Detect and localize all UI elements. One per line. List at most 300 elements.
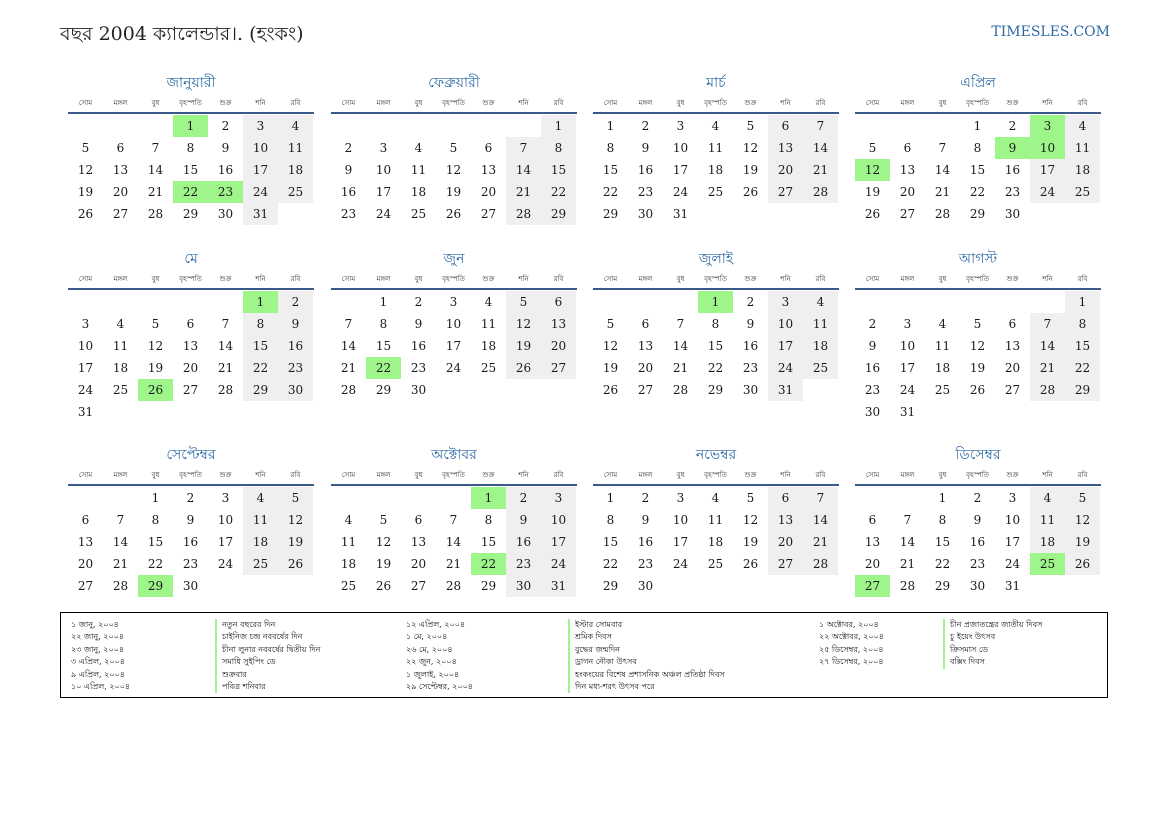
day-cell: 20	[541, 335, 576, 357]
day-cell: 15	[182, 163, 199, 177]
weekday-label: শনি	[518, 471, 529, 479]
weekday-label: বৃহস্পতি	[966, 471, 989, 479]
day-cell: 6	[414, 513, 423, 527]
day-cell: 11	[112, 339, 129, 353]
day-cell: 12	[375, 535, 392, 549]
day-cell: 11	[707, 141, 724, 155]
holiday-date: ১২ এপ্রিল, ২০০৪	[406, 620, 466, 629]
day-cell: 3	[676, 491, 685, 505]
weekday-label: শুক্র	[219, 275, 232, 283]
holiday-name: শুক্রবার	[215, 669, 320, 681]
day-cell: 15	[602, 163, 619, 177]
day-cell: 7	[903, 513, 912, 527]
holiday-date: ১ মে, ২০০৪	[406, 632, 448, 642]
weekday-label: শনি	[255, 99, 266, 107]
day-cell: 13	[768, 137, 803, 159]
day-cell: 24	[77, 383, 94, 397]
holiday-day-cell: 12	[855, 159, 890, 181]
day-cell: 24	[1004, 557, 1021, 571]
day-cell: 14	[672, 339, 689, 353]
day-cell: 20	[410, 557, 427, 571]
day-cell: 8	[186, 141, 195, 155]
day-cell: 29	[182, 207, 199, 221]
day-cell: 30	[410, 383, 427, 397]
day-cell: 2	[641, 491, 650, 505]
weekday-header	[593, 96, 839, 114]
day-cell: 10	[672, 141, 689, 155]
weekday-label: বুধ	[676, 99, 685, 107]
weekday-header	[68, 96, 314, 114]
day-cell: 27	[768, 181, 803, 203]
holiday-name: শ্রমিক দিবস	[568, 631, 725, 643]
month-name: জানুয়ারী	[166, 75, 216, 91]
legend-names-1	[215, 619, 320, 693]
day-cell: 17	[77, 361, 94, 375]
day-cell: 14	[340, 339, 357, 353]
holiday-name: সমাধি সুইপিং ডে	[215, 656, 320, 668]
empty-cell	[471, 115, 506, 137]
day-cell: 20	[637, 361, 654, 375]
weekday-label: মঙ্গল	[900, 99, 915, 107]
weekday-label: সোম	[865, 471, 880, 479]
day-cell: 23	[278, 357, 313, 379]
day-cell: 19	[742, 163, 759, 177]
holiday-name: ইস্টার সোমবার	[568, 619, 725, 631]
day-cell: 12	[742, 141, 759, 155]
day-grid	[593, 290, 839, 401]
day-cell: 9	[868, 339, 877, 353]
day-cell: 20	[182, 361, 199, 375]
day-cell: 5	[746, 491, 755, 505]
weekday-header	[593, 272, 839, 290]
day-cell: 28	[445, 579, 462, 593]
day-cell: 21	[112, 557, 129, 571]
day-cell: 1	[938, 491, 947, 505]
day-cell: 12	[1065, 509, 1100, 531]
day-cell: 31	[672, 207, 689, 221]
day-cell: 21	[899, 557, 916, 571]
empty-cell	[103, 115, 138, 137]
day-cell: 4	[243, 487, 278, 509]
day-cell: 18	[410, 185, 427, 199]
day-cell: 25	[410, 207, 427, 221]
weekday-label: রবি	[290, 471, 301, 479]
day-cell: 29	[602, 579, 619, 593]
day-cell: 6	[81, 513, 90, 527]
day-cell: 11	[243, 509, 278, 531]
month-5	[68, 248, 314, 423]
weekday-header	[68, 468, 314, 486]
day-cell: 16	[637, 535, 654, 549]
weekday-label: রবি	[815, 275, 826, 283]
day-cell: 1	[606, 119, 615, 133]
day-cell: 27	[637, 383, 654, 397]
day-cell: 21	[340, 361, 357, 375]
day-cell: 8	[1065, 313, 1100, 335]
weekday-header	[68, 272, 314, 290]
day-cell: 24	[672, 557, 689, 571]
holiday-date: ৩ এপ্রিল, ২০০৪	[71, 657, 125, 667]
day-grid	[855, 486, 1101, 597]
day-cell: 17	[243, 159, 278, 181]
day-cell: 6	[116, 141, 125, 155]
weekday-label: সোম	[603, 471, 618, 479]
day-cell: 11	[934, 339, 951, 353]
empty-cell	[628, 291, 663, 313]
day-cell: 30	[969, 579, 986, 593]
month-name: নভেম্বর	[695, 447, 737, 463]
weekday-label: বৃহস্পতি	[179, 471, 202, 479]
weekday-label: শুক্র	[744, 99, 757, 107]
day-cell: 25	[278, 181, 313, 203]
month-name: অক্টোবর	[431, 447, 477, 463]
day-cell: 8	[938, 513, 947, 527]
day-cell: 8	[606, 141, 615, 155]
day-cell: 16	[278, 335, 313, 357]
holiday-day-cell: 25	[1030, 553, 1065, 575]
day-grid	[593, 486, 839, 597]
day-cell: 25	[803, 357, 838, 379]
day-cell: 16	[742, 339, 759, 353]
day-cell: 30	[278, 379, 313, 401]
month-6	[331, 248, 577, 401]
day-cell: 5	[973, 317, 982, 331]
holiday-day-cell: 9	[995, 137, 1030, 159]
day-cell: 4	[1065, 115, 1100, 137]
day-cell: 12	[147, 339, 164, 353]
holiday-day-cell: 22	[173, 181, 208, 203]
day-cell: 23	[637, 185, 654, 199]
day-cell: 27	[112, 207, 129, 221]
weekday-label: বুধ	[676, 275, 685, 283]
weekday-label: বুধ	[938, 471, 947, 479]
day-cell: 25	[340, 579, 357, 593]
day-cell: 9	[641, 141, 650, 155]
holiday-day-cell: 27	[855, 575, 890, 597]
day-cell: 3	[676, 119, 685, 133]
weekday-label: বুধ	[414, 471, 423, 479]
day-cell: 20	[899, 185, 916, 199]
day-cell: 19	[278, 531, 313, 553]
day-cell: 25	[707, 185, 724, 199]
holiday-name: পবিত্র শনিবার	[215, 681, 320, 693]
day-cell: 4	[344, 513, 353, 527]
day-cell: 11	[1065, 137, 1100, 159]
month-name: ডিসেম্বর	[955, 447, 1001, 463]
day-cell: 23	[506, 553, 541, 575]
legend-dates-2	[406, 619, 473, 693]
weekday-label: শুক্র	[1006, 471, 1019, 479]
weekday-label: শনি	[780, 99, 791, 107]
day-cell: 29	[1065, 379, 1100, 401]
day-cell: 16	[217, 163, 234, 177]
day-cell: 13	[410, 535, 427, 549]
day-cell: 7	[506, 137, 541, 159]
day-cell: 22	[707, 361, 724, 375]
day-cell: 23	[864, 383, 881, 397]
day-grid	[68, 114, 314, 225]
weekday-label: রবি	[1077, 275, 1088, 283]
month-11	[593, 444, 839, 597]
weekday-label: সোম	[865, 99, 880, 107]
day-cell: 10	[243, 137, 278, 159]
day-cell: 22	[602, 557, 619, 571]
day-cell: 27	[410, 579, 427, 593]
day-cell: 28	[112, 579, 129, 593]
weekday-label: শনি	[255, 471, 266, 479]
day-cell: 30	[637, 579, 654, 593]
weekday-header	[331, 468, 577, 486]
day-cell: 14	[934, 163, 951, 177]
weekday-label: মঙ্গল	[900, 275, 915, 283]
day-cell: 24	[768, 357, 803, 379]
weekday-label: মঙ্গল	[638, 471, 653, 479]
day-cell: 17	[899, 361, 916, 375]
day-cell: 19	[375, 557, 392, 571]
holiday-day-cell: 1	[243, 291, 278, 313]
holiday-day-cell: 3	[1030, 115, 1065, 137]
day-cell: 1	[973, 119, 982, 133]
day-cell: 29	[602, 207, 619, 221]
day-cell: 15	[934, 535, 951, 549]
day-cell: 20	[864, 557, 881, 571]
weekday-label: মঙ্গল	[113, 275, 128, 283]
day-cell: 25	[112, 383, 129, 397]
day-cell: 7	[344, 317, 353, 331]
weekday-label: বুধ	[151, 471, 160, 479]
day-cell: 9	[641, 513, 650, 527]
weekday-label: শুক্র	[219, 471, 232, 479]
day-cell: 9	[506, 509, 541, 531]
day-cell: 25	[1065, 181, 1100, 203]
day-cell: 18	[480, 339, 497, 353]
day-cell: 29	[541, 203, 576, 225]
day-cell: 26	[742, 185, 759, 199]
day-cell: 23	[410, 361, 427, 375]
day-cell: 6	[1008, 317, 1017, 331]
day-cell: 9	[278, 313, 313, 335]
day-cell: 28	[147, 207, 164, 221]
day-cell: 5	[151, 317, 160, 331]
holiday-day-cell: 22	[366, 357, 401, 379]
day-cell: 31	[243, 203, 278, 225]
day-cell: 13	[541, 313, 576, 335]
day-cell: 7	[449, 513, 458, 527]
day-cell: 29	[243, 379, 278, 401]
empty-cell	[401, 115, 436, 137]
weekday-label: শনি	[780, 275, 791, 283]
day-cell: 17	[445, 339, 462, 353]
day-cell: 21	[506, 181, 541, 203]
empty-cell	[68, 115, 103, 137]
day-cell: 4	[116, 317, 125, 331]
day-cell: 30	[637, 207, 654, 221]
day-cell: 31	[77, 405, 94, 419]
day-cell: 18	[707, 535, 724, 549]
day-cell: 10	[1004, 513, 1021, 527]
weekday-label: বৃহস্পতি	[442, 471, 465, 479]
day-cell: 8	[243, 313, 278, 335]
day-cell: 16	[969, 535, 986, 549]
day-cell: 30	[864, 405, 881, 419]
day-cell: 7	[116, 513, 125, 527]
empty-cell	[138, 291, 173, 313]
day-cell: 6	[186, 317, 195, 331]
weekday-label: মঙ্গল	[376, 471, 391, 479]
day-cell: 28	[803, 553, 838, 575]
day-cell: 19	[445, 185, 462, 199]
day-cell: 6	[541, 291, 576, 313]
day-cell: 23	[1004, 185, 1021, 199]
month-name: মে	[184, 251, 198, 267]
day-cell: 12	[77, 163, 94, 177]
holiday-day-cell: 23	[208, 181, 243, 203]
day-cell: 22	[541, 181, 576, 203]
month-7	[593, 248, 839, 401]
day-cell: 9	[746, 317, 755, 331]
day-cell: 24	[541, 553, 576, 575]
day-cell: 26	[969, 383, 986, 397]
day-cell: 28	[934, 207, 951, 221]
month-4	[855, 72, 1101, 225]
weekday-label: শুক্র	[482, 275, 495, 283]
weekday-label: শনি	[518, 275, 529, 283]
day-cell: 6	[768, 487, 803, 509]
day-cell: 24	[217, 557, 234, 571]
day-cell: 13	[77, 535, 94, 549]
holiday-date: ৯ এপ্রিল, ২০০৪	[71, 669, 125, 679]
day-cell: 28	[803, 181, 838, 203]
day-cell: 10	[445, 317, 462, 331]
day-cell: 8	[484, 513, 493, 527]
day-grid	[68, 486, 314, 597]
holiday-day-cell: 1	[471, 487, 506, 509]
weekday-label: সোম	[603, 275, 618, 283]
weekday-label: মঙ্গল	[638, 99, 653, 107]
day-cell: 26	[602, 383, 619, 397]
empty-cell	[436, 115, 471, 137]
day-cell: 2	[641, 119, 650, 133]
day-cell: 5	[868, 141, 877, 155]
day-cell: 1	[606, 491, 615, 505]
day-cell: 15	[707, 339, 724, 353]
day-cell: 16	[864, 361, 881, 375]
day-cell: 15	[243, 335, 278, 357]
weekday-label: শুক্র	[482, 471, 495, 479]
day-cell: 23	[340, 207, 357, 221]
weekday-label: সোম	[341, 99, 356, 107]
empty-cell	[436, 487, 471, 509]
day-cell: 20	[768, 159, 803, 181]
day-cell: 26	[77, 207, 94, 221]
weekday-header	[855, 272, 1101, 290]
day-cell: 18	[803, 335, 838, 357]
empty-cell	[960, 291, 995, 313]
day-cell: 2	[221, 119, 230, 133]
day-cell: 18	[934, 361, 951, 375]
day-cell: 10	[77, 339, 94, 353]
day-cell: 30	[742, 383, 759, 397]
day-cell: 30	[506, 575, 541, 597]
weekday-label: শুক্র	[744, 275, 757, 283]
month-name: জুন	[443, 251, 465, 267]
month-name: আগস্ট	[958, 251, 998, 267]
empty-cell	[173, 291, 208, 313]
day-cell: 30	[1004, 207, 1021, 221]
holiday-name: চীন প্রজাতন্ত্রের জাতীয় দিবস	[943, 619, 1042, 631]
day-cell: 19	[506, 335, 541, 357]
holiday-date: ২৭ ডিসেম্বর, ২০০৪	[819, 657, 884, 667]
day-cell: 14	[147, 163, 164, 177]
weekday-label: সোম	[78, 275, 93, 283]
holiday-date: ২৫ ডিসেম্বর, ২০০৪	[819, 644, 884, 654]
day-cell: 8	[973, 141, 982, 155]
day-cell: 24	[899, 383, 916, 397]
site-link[interactable]: TIMESLES.COM	[991, 24, 1110, 40]
day-cell: 21	[803, 531, 838, 553]
day-cell: 29	[375, 383, 392, 397]
holiday-day-cell: 29	[138, 575, 173, 597]
day-cell: 14	[1030, 335, 1065, 357]
day-cell: 1	[379, 295, 388, 309]
day-cell: 31	[541, 575, 576, 597]
day-cell: 16	[340, 185, 357, 199]
day-cell: 5	[278, 487, 313, 509]
day-cell: 12	[278, 509, 313, 531]
day-cell: 9	[973, 513, 982, 527]
weekday-label: বৃহস্পতি	[442, 275, 465, 283]
holiday-date: ১ জুলাই, ২০০৪	[406, 669, 460, 679]
month-name: ফেব্রুয়ারী	[428, 75, 480, 91]
day-cell: 22	[147, 557, 164, 571]
weekday-label: রবি	[815, 99, 826, 107]
day-cell: 15	[1065, 335, 1100, 357]
day-cell: 6	[903, 141, 912, 155]
day-cell: 24	[375, 207, 392, 221]
day-cell: 9	[186, 513, 195, 527]
day-cell: 26	[278, 553, 313, 575]
weekday-label: বৃহস্পতি	[704, 275, 727, 283]
day-cell: 21	[672, 361, 689, 375]
day-cell: 19	[864, 185, 881, 199]
day-cell: 25	[480, 361, 497, 375]
day-cell: 3	[449, 295, 458, 309]
empty-cell	[1030, 291, 1065, 313]
day-grid	[331, 114, 577, 225]
weekday-label: সোম	[865, 275, 880, 283]
day-cell: 19	[969, 361, 986, 375]
day-cell: 4	[803, 291, 838, 313]
day-cell: 25	[934, 383, 951, 397]
day-cell: 5	[449, 141, 458, 155]
month-name: সেপ্টেম্বর	[166, 447, 216, 463]
weekday-label: সোম	[78, 99, 93, 107]
day-cell: 17	[541, 531, 576, 553]
day-cell: 11	[340, 535, 357, 549]
weekday-label: শুক্র	[1006, 99, 1019, 107]
day-cell: 17	[1004, 535, 1021, 549]
day-cell: 1	[151, 491, 160, 505]
holiday-date: ২২ জুন, ২০০৪	[406, 657, 457, 667]
empty-cell	[331, 487, 366, 509]
day-cell: 10	[217, 513, 234, 527]
weekday-label: রবি	[1077, 471, 1088, 479]
weekday-label: মঙ্গল	[900, 471, 915, 479]
day-cell: 24	[445, 361, 462, 375]
holiday-date: ১০ এপ্রিল, ২০০৪	[71, 681, 131, 691]
day-cell: 30	[182, 579, 199, 593]
day-cell: 21	[445, 557, 462, 571]
